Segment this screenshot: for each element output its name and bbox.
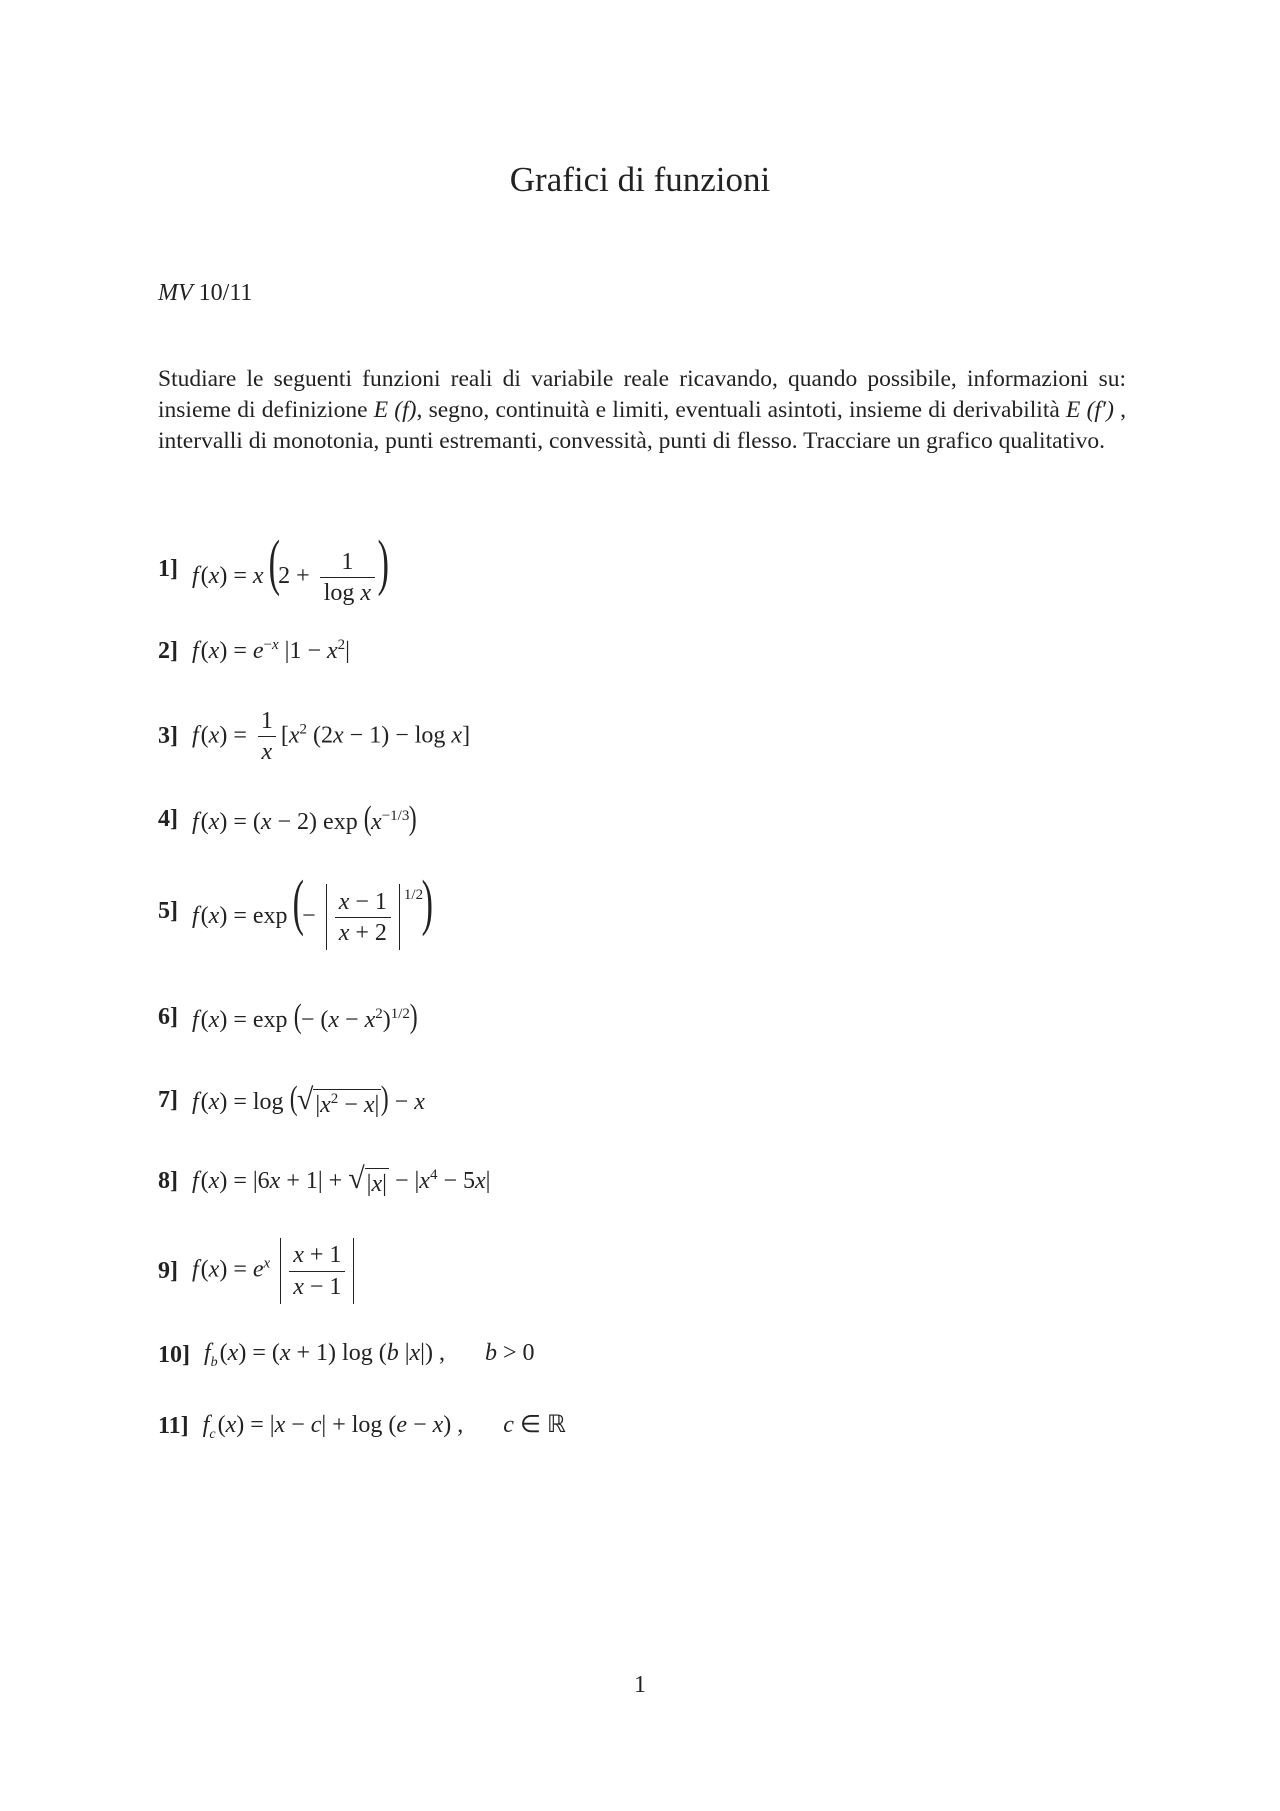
exercise-7 (158, 1082, 425, 1119)
exercise-5 (158, 869, 434, 950)
formula: f (x) = x (2 + $\frac{1}{\text{log x}}$ ) (192, 529, 390, 606)
formula: f (x) = (x − 2) $\exp (x^{-1/3})$ (192, 800, 417, 837)
intro-text-3: , intervalli di monotonia, punti estremanti, convessità, punti di flesso. Tracciare un grafico qualitativo. (158, 397, 1126, 454)
intro-paragraph (158, 364, 1126, 457)
exercise-number: 10] (158, 1341, 190, 1368)
course-year: 10/11 (198, 280, 253, 306)
exercise-4 (158, 802, 417, 836)
formula: f (x) = $\frac{1}{x}$ [$x^2$ (2x − 1) − log x] (192, 708, 471, 766)
intro-text-1: Studiare le seguenti funzioni reali di variabile reale ricavando, quando possibile, informazioni su: insieme di definizione (158, 366, 1126, 423)
exercise-number: 5] (158, 897, 178, 924)
exercise-3 (158, 708, 470, 766)
formula: f $(x) = e^{-x}$ $|1 - x^2|$ (192, 637, 350, 664)
intro-text-2: , segno, continuità e limiti, eventuali asintoti, insieme di derivabilità (416, 397, 1066, 423)
formula: f (x) = log ( √ $|x^2 - x|$ ) − x (192, 1080, 425, 1118)
exercise-6 (158, 1000, 417, 1034)
exercise-number: 2] (158, 638, 178, 664)
exercise-number: 8] (158, 1167, 178, 1194)
exercise-number: 11] (158, 1412, 189, 1439)
formula: $f_c$ (x) = |x − c| + log (e − x) , c ∈ ℝ (202, 1412, 566, 1442)
formula: $f_b$ (x) = (x + 1) log (b |x|) , b > 0 (204, 1340, 535, 1370)
exercise-1 (158, 529, 390, 606)
exercise-number: 9] (158, 1257, 178, 1284)
exercise-11 (158, 1410, 566, 1443)
intro-ef: E (f) (373, 397, 417, 423)
exercise-number: 7] (158, 1087, 178, 1113)
exercise-10 (158, 1340, 535, 1371)
page-number: 1 (634, 1672, 646, 1698)
exercise-8 (158, 1164, 490, 1198)
formula: f (x) = exp (− $(x - x^2)^{1/2}$) (192, 998, 418, 1035)
exercise-number: 3] (158, 723, 178, 750)
intro-efp: E (f′) (1066, 397, 1114, 423)
formula: f $(x) = e^x$ $\frac{x + 1}{x - 1}$ (192, 1238, 358, 1304)
exercise-number: 4] (158, 805, 178, 832)
page-title: Grafici di funzioni (509, 160, 771, 199)
formula: f (x) = exp (− $\frac{x - 1}{x + 2}$ $^{1/2}$) (192, 872, 432, 950)
exercise-number: 6] (158, 1003, 178, 1030)
formula: f (x) = |6x + 1| + √ |x| − $|x^4 - 5x|$ (192, 1162, 491, 1197)
exercise-2 (158, 638, 350, 665)
exercise-9 (158, 1238, 358, 1304)
course-label (158, 280, 252, 307)
exercise-number: 1] (158, 555, 178, 582)
course-initials: MV (158, 280, 193, 306)
